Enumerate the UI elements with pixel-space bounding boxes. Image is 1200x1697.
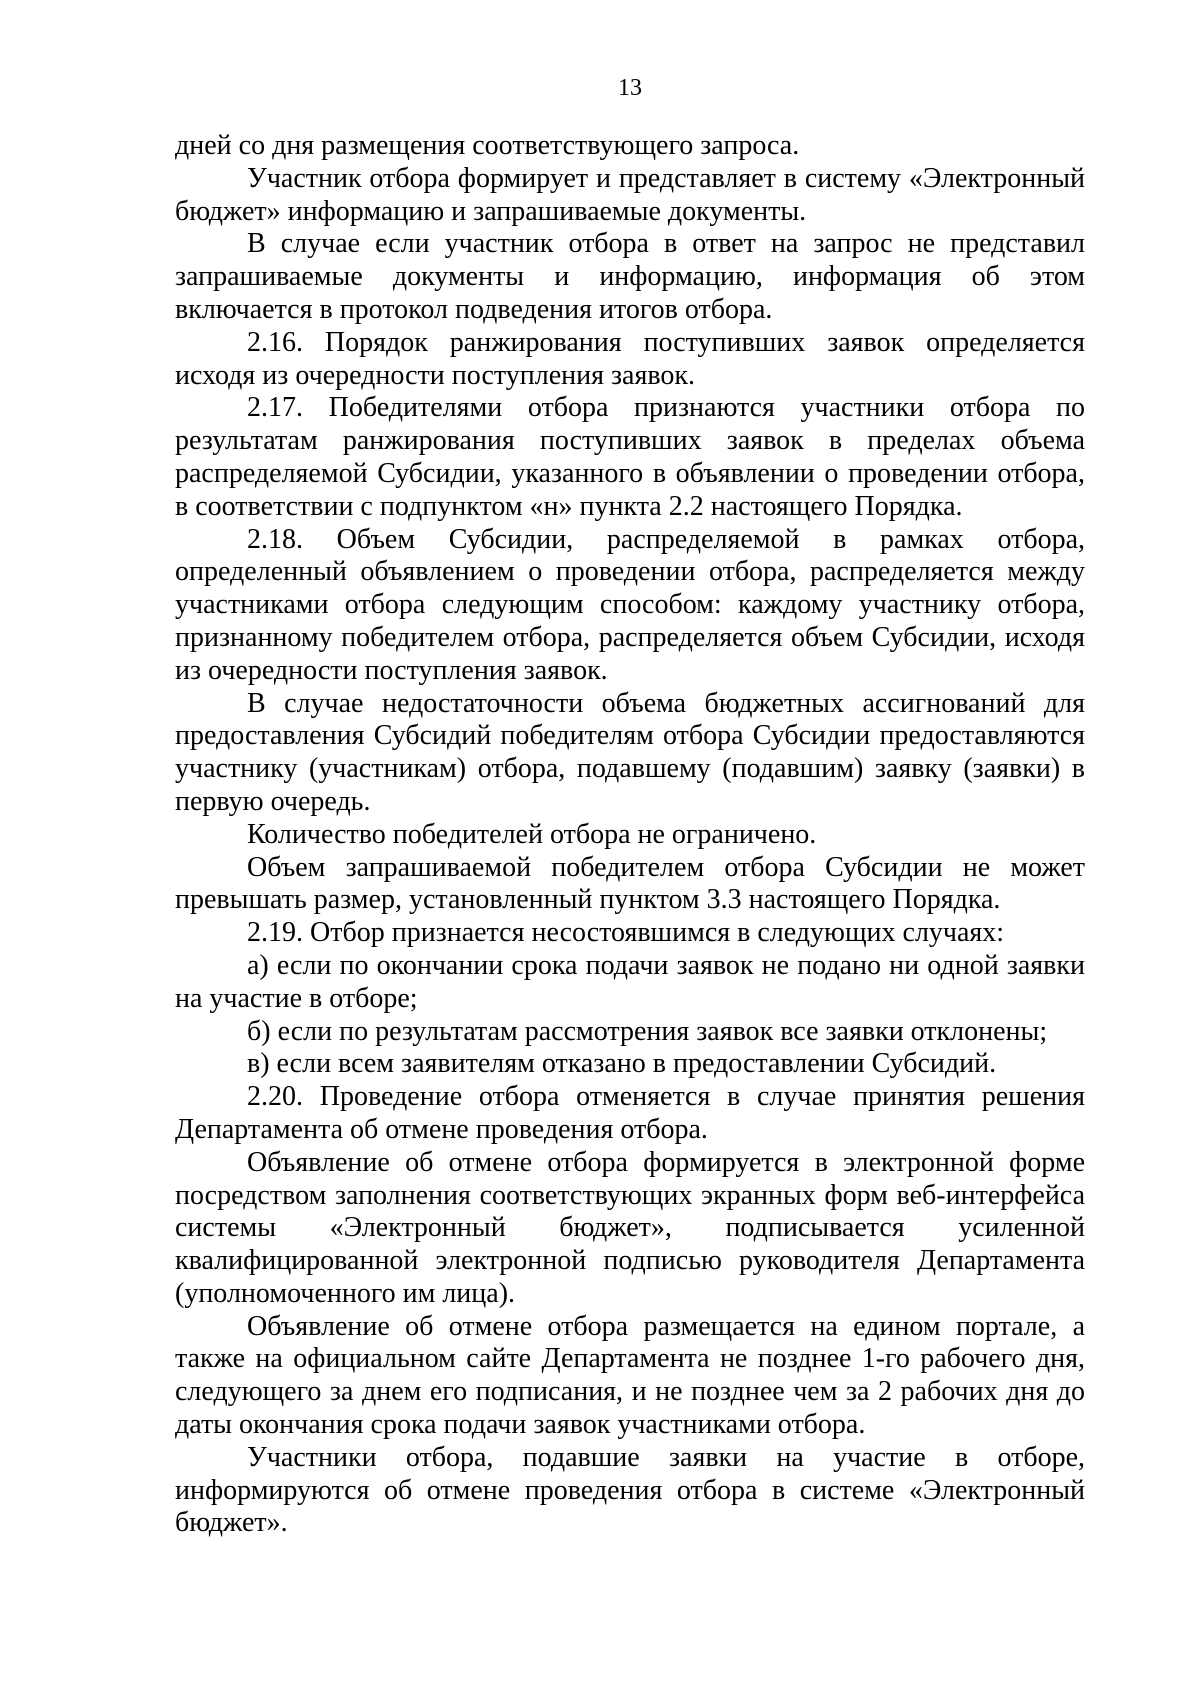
document-body xyxy=(175,130,1085,1540)
paragraph-2-16: 2.16. Порядок ранжирования поступивших заявок определяется исходя из очередности поступления заявок. xyxy=(175,326,1085,391)
paragraph: Количество победителей отбора не ограничено. xyxy=(247,818,817,850)
paragraph-2-20: 2.20. Проведение отбора отменяется в случае принятия решения Департамента об отмене проведения отбора. xyxy=(175,1081,1085,1145)
list-item-v: в) если всем заявителям отказано в предоставлении Субсидий. xyxy=(247,1048,997,1080)
paragraph: Объем запрашиваемой победителем отбора Субсидии не может превышать размер, установленный пунктом 3.3 настоящего Порядка. xyxy=(175,851,1085,916)
paragraph: Объявление об отмене отбора формируется в электронной форме посредством заполнения соответствующих экранных форм веб-интерфейса системы «Электронный бюджет», подписывается усиленной квалифицированной электронной подписью руководителя Департамента (уполномоченного им лица). xyxy=(175,1146,1085,1309)
list-item-a: а) если по окончании срока подачи заявок не подано ни одной заявки на участие в отборе; xyxy=(175,949,1085,1014)
paragraph: Участник отбора формирует и представляет в систему «Электронный бюджет» информацию и запрашиваемые документы. xyxy=(175,162,1085,227)
paragraph: Объявление об отмене отбора размещается на едином портале, а также на официальном сайте Департамента не позднее 1-го рабочего дня, следующего за днем его подписания, и не позднее чем за 2 рабочих дня до даты окончания срока подачи заявок участниками отбора. xyxy=(175,1310,1085,1441)
paragraph-2-19: 2.19. Отбор признается несостоявшимся в следующих случаях: xyxy=(247,917,1005,949)
paragraph: В случае если участник отбора в ответ на запрос не представил запрашиваемые документы и информацию, информация об этом включается в протокол подведения итогов отбора. xyxy=(175,228,1085,325)
paragraph: дней со дня размещения соответствующего запроса. xyxy=(175,130,800,161)
paragraph-2-17: 2.17. Победителями отбора признаются участники отбора по результатам ранжирования поступивших заявок в пределах объема распределяемой Субсидии, указанного в объявлении о проведении отбора, в соответствии с подпунктом «н» пункта 2.2 настоящего Порядка. xyxy=(175,392,1085,522)
paragraph: Участники отбора, подавшие заявки на участие в отборе, информируются об отмене проведения отбора в системе «Электронный бюджет». xyxy=(175,1441,1085,1539)
paragraph-2-18: 2.18. Объем Субсидии, распределяемой в рамках отбора, определенный объявлением о проведении отбора, распределяется между участниками отбора следующим способом: каждому участнику отбора, признанному победителем отбора, распределяется объем Субсидии, исходя из очередности поступления заявок. xyxy=(175,523,1085,686)
paragraph: В случае недостаточности объема бюджетных ассигнований для предоставления Субсидий победителям отбора Субсидии предоставляются участнику (участникам) отбора, подавшему (подавшим) заявку (заявки) в первую очередь. xyxy=(175,687,1085,817)
page-number: 13 xyxy=(618,75,642,101)
list-item-b: б) если по результатам рассмотрения заявок все заявки отклонены; xyxy=(247,1015,1048,1047)
